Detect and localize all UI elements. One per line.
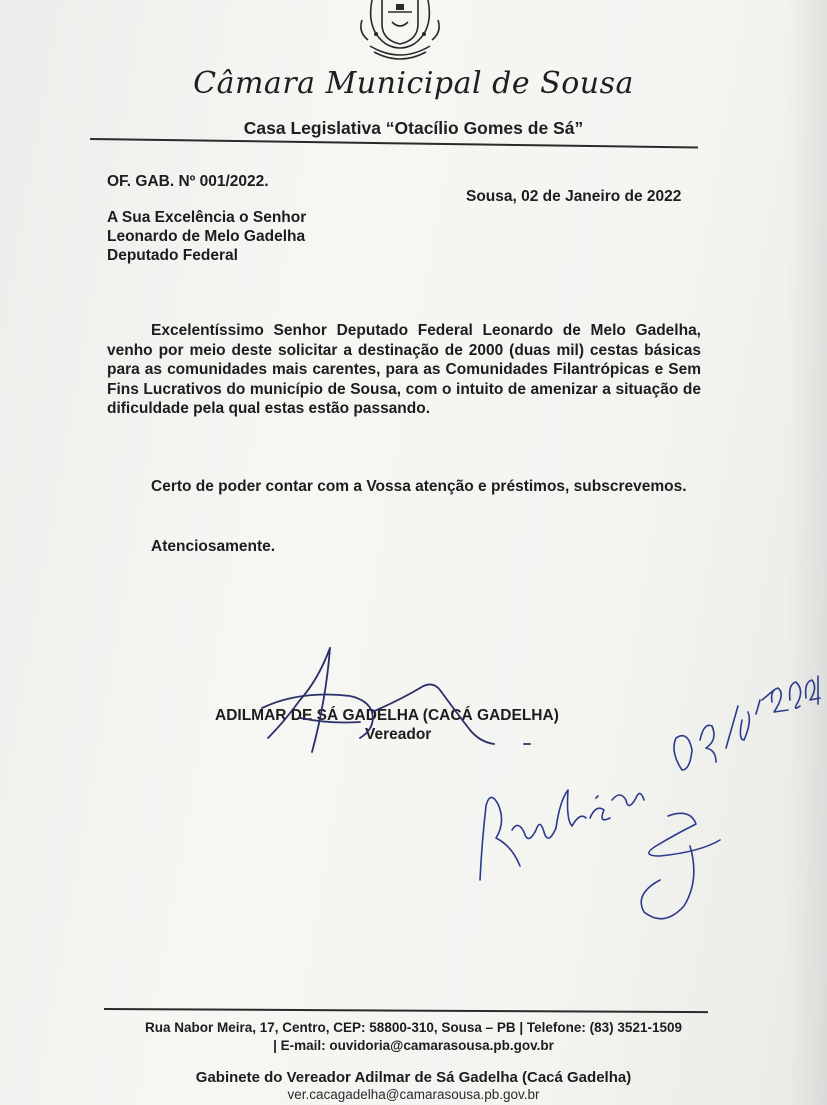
footer-divider xyxy=(104,1008,708,1013)
body-paragraph: Certo de poder contar com a Vossa atenção e préstimos, subscrevemos. xyxy=(151,478,687,495)
footer-office: Gabinete do Vereador Adilmar de Sá Gadelha (Cacá Gadelha) xyxy=(195,1069,632,1086)
place-date: Sousa, 02 de Janeiro de 2022 xyxy=(466,188,682,205)
recipient-name: Leonardo de Melo Gadelha xyxy=(107,228,306,245)
signatory-name: ADILMAR DE SÁ GADELHA (CACÁ GADELHA) xyxy=(215,707,559,724)
page-shadow xyxy=(787,0,827,1105)
recipient-salutation: A Sua Excelência o Senhor xyxy=(107,209,307,226)
header-divider xyxy=(90,138,698,148)
recipient-block xyxy=(107,208,306,265)
body-paragraph: Excelentíssimo Senhor Deputado Federal Leonardo de Melo Gadelha, venho por meio deste solicitar a destinação de 2000 (duas mil) cestas básicas para as comunidades mais carentes, para as Comunidades Filantrópicas e Sem Fins Lucrativos do município de Sousa, com o intuito de amenizar a situação de dificuldade pela qual estas estão passando. xyxy=(107,322,701,417)
institution-subtitle: Casa Legislativa “Otacílio Gomes de Sá” xyxy=(243,118,584,138)
recipient-title: Deputado Federal xyxy=(107,247,238,264)
footer-office-email: ver.cacagadelha@camarasousa.pb.gov.br xyxy=(287,1087,540,1102)
coat-of-arms-seal xyxy=(352,0,448,60)
signatory-role: Vereador xyxy=(365,726,432,743)
footer-email: | E-mail: ouvidoria@camarasousa.pb.gov.br xyxy=(273,1038,554,1053)
footer-address: Rua Nabor Meira, 17, Centro, CEP: 58800-310, Sousa – PB | Telefone: (83) 3521-1509 xyxy=(145,1020,682,1035)
closing: Atenciosamente. xyxy=(151,538,276,555)
institution-name: Câmara Municipal de Sousa xyxy=(193,66,634,101)
document-reference: OF. GAB. Nº 001/2022. xyxy=(107,173,269,190)
